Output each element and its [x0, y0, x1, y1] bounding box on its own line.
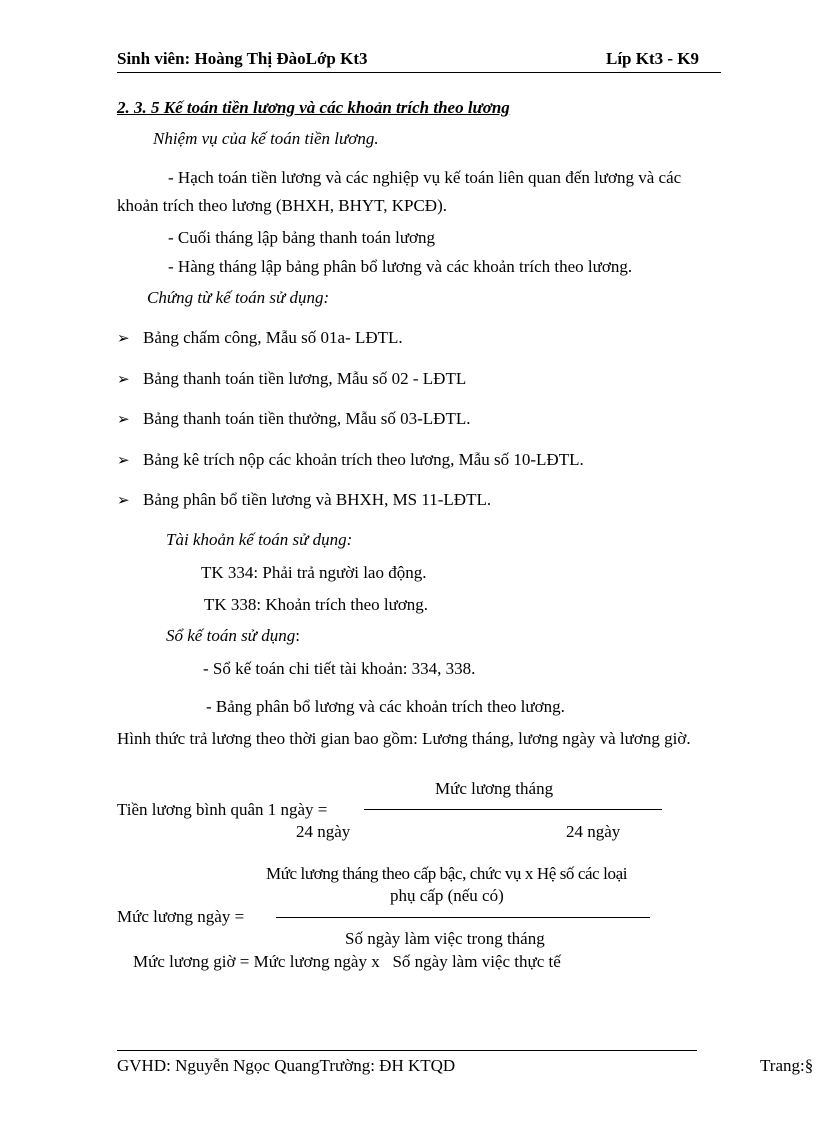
- document-item: [117, 369, 466, 389]
- accounts-heading: Tài khoản kế toán sử dụng:: [166, 530, 353, 549]
- header-left: Sinh viên: Hoàng Thị ĐàoLớp Kt3: [117, 49, 368, 68]
- documents-heading: Chứng từ kế toán sử dụng:: [147, 288, 330, 307]
- header-rule: [117, 72, 721, 73]
- arrow-bullet-icon: ➢: [117, 493, 130, 509]
- formula-daily-label: Mức lương ngày =: [117, 907, 245, 926]
- footer-left: GVHD: Nguyễn Ngọc QuangTrường: ĐH KTQD: [117, 1056, 456, 1075]
- footer-page-label: Trang:§: [760, 1056, 814, 1075]
- document-item-text: Bảng kê trích nộp các khoản trích theo lương, Mẫu số 10-LĐTL.: [143, 450, 584, 469]
- duties-heading-text: Nhiệm vụ của kế toán tiền lương.: [153, 129, 379, 148]
- formula-daily-avg-numerator: Mức lương tháng: [435, 779, 554, 798]
- arrow-bullet-icon: ➢: [117, 331, 130, 347]
- duties-item-2: - Cuối tháng lập bảng thanh toán lương: [168, 228, 436, 247]
- pay-forms-text: Hình thức trả lương theo thời gian bao gồm: Lương tháng, lương ngày và lương giờ.: [117, 729, 691, 748]
- footer-rule: [117, 1050, 697, 1051]
- formula-daily-numerator-line2: phụ cấp (nếu có): [390, 886, 504, 905]
- header-right: Líp Kt3 - K9: [606, 49, 700, 68]
- books-heading-suffix: :: [295, 626, 300, 645]
- formula-daily-avg-denominator-right: 24 ngày: [566, 822, 621, 841]
- document-item: [117, 409, 470, 429]
- books-heading: [166, 626, 300, 646]
- formula-daily-avg-denominator-left: 24 ngày: [296, 822, 351, 841]
- arrow-bullet-icon: ➢: [117, 453, 130, 469]
- account-item: TK 338: Khoản trích theo lương.: [204, 595, 429, 614]
- formula-daily-avg-label: Tiền lương bình quân 1 ngày =: [117, 800, 328, 819]
- arrow-bullet-icon: ➢: [117, 412, 130, 428]
- duties-heading: [153, 129, 379, 149]
- books-heading-text: Sổ kế toán sử dụng: [166, 626, 296, 645]
- duties-item-1: - Hạch toán tiền lương và các nghiệp vụ kế toán liên quan đến lương và các khoản trích theo lương (BHXH, BHYT, KPCĐ).: [117, 168, 682, 215]
- document-item: [117, 450, 584, 470]
- document-item-text: Bảng thanh toán tiền lương, Mẫu số 02 - LĐTL: [143, 369, 467, 388]
- document-item-text: Bảng phân bổ tiền lương và BHXH, MS 11-LĐTL.: [143, 490, 492, 509]
- section-title: 2. 3. 5 Kế toán tiền lương và các khoản trích theo lương: [117, 98, 510, 117]
- document-item: [117, 490, 491, 510]
- formula-daily-numerator-line1: Mức lương tháng theo cấp bậc, chức vụ x Hệ số các loại: [266, 864, 628, 883]
- account-item: TK 334: Phải trả người lao động.: [201, 563, 427, 582]
- book-item: - Bảng phân bổ lương và các khoản trích theo lương.: [206, 697, 565, 716]
- formula-hourly: Mức lương giờ = Mức lương ngày x Số ngày làm việc thực tế: [133, 952, 561, 971]
- duties-item-3: - Hàng tháng lập bảng phân bổ lương và các khoản trích theo lương.: [168, 257, 633, 276]
- formula-daily-avg-fraction-bar: [364, 809, 662, 810]
- document-item-text: Bảng chấm công, Mẫu số 01a- LĐTL.: [143, 328, 403, 347]
- document-item-text: Bảng thanh toán tiền thưởng, Mẫu số 03-LĐTL.: [143, 409, 471, 428]
- document-item: [117, 328, 403, 348]
- arrow-bullet-icon: ➢: [117, 372, 130, 388]
- formula-daily-denominator: Số ngày làm việc trong tháng: [345, 929, 545, 948]
- formula-daily-fraction-bar: [276, 917, 650, 918]
- book-item: - Sổ kế toán chi tiết tài khoản: 334, 338.: [203, 659, 476, 678]
